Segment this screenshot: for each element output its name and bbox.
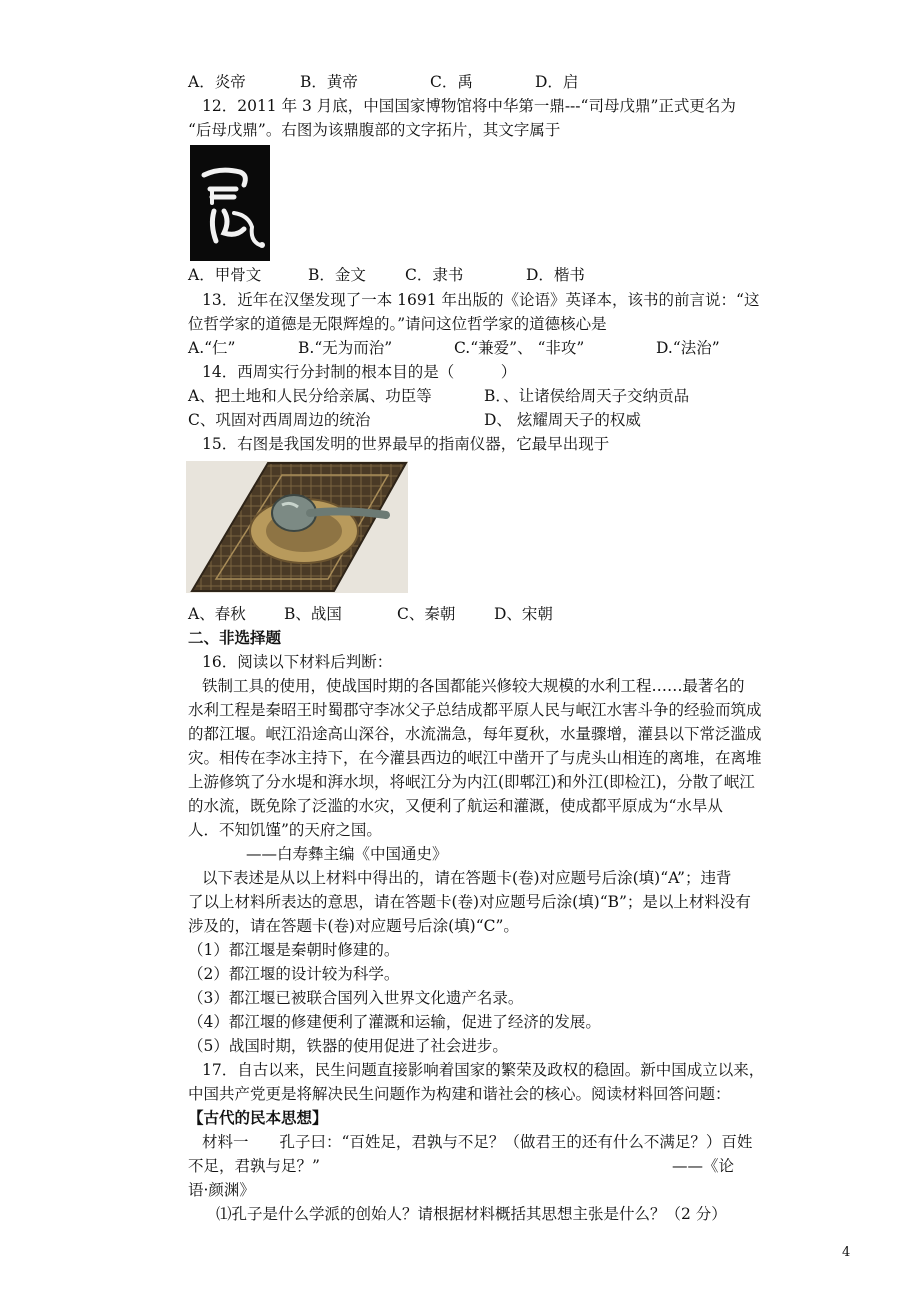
- q13-option-c: C.“兼爱”、 “非攻”: [454, 339, 585, 357]
- q17-subquestion-1: ⑴孔子是什么学派的创始人？请根据材料概括其思想主张是什么？（2 分）: [216, 1205, 727, 1223]
- q12-option-a: A．甲骨文: [188, 266, 262, 284]
- q11-option-a: A．炎帝: [188, 73, 246, 91]
- q16-material-line6: 的水流，既免除了泛滥的水灾，又便利了航运和灌溉，使成都平原成为“水旱从: [188, 797, 723, 815]
- q12-stem-line1: 12．2011 年 3 月底，中国国家博物馆将中华第一鼎---“司母戊鼎”正式更名为: [202, 97, 736, 115]
- q16-stem: 16．阅读以下材料后判断：: [202, 653, 393, 671]
- q16-material-line4: 灾。相传在李冰主持下，在今灌县西边的岷江中凿开了与虎头山相连的离堆，在离堆: [188, 749, 762, 767]
- sinan-compass-svg: [186, 461, 408, 593]
- q16-statement-5: （5）战国时期，铁器的使用促进了社会进步。: [188, 1037, 508, 1055]
- page-number: 4: [842, 1245, 851, 1260]
- q14-stem: 14．西周实行分封制的根本目的是（ ）: [202, 363, 517, 381]
- q15-option-b: B、战国: [284, 605, 342, 623]
- section-heading: 二、非选择题: [188, 628, 282, 647]
- q16-statement-2: （2）都江堰的设计较为科学。: [188, 965, 400, 983]
- q16-instruction-line1: 以下表述是从以上材料中得出的，请在答题卡(卷)对应题号后涂(填)“A”；违背: [202, 869, 732, 887]
- q16-instruction-line2: 了以上材料所表达的意思，请在答题卡(卷)对应题号后涂(填)“B”；是以上材料没有: [188, 893, 751, 911]
- q17-stem-line2: 中国共产党更是将解决民生问题作为构建和谐社会的核心。阅读材料回答问题：: [188, 1085, 731, 1103]
- q17-material1-source-a: ——《论: [672, 1157, 735, 1175]
- q11-option-c: C．禹: [430, 73, 473, 91]
- q14-option-b: B．、让诸侯给周天子交纳贡品: [484, 387, 690, 405]
- q15-option-d: D、宋朝: [494, 605, 553, 623]
- q17-material1-line1: 材料一 孔子曰：“百姓足，君孰与不足？（做君王的还有什么不满足？）百姓: [202, 1133, 753, 1151]
- inscription-rubbing-image: [190, 145, 270, 261]
- q13-option-a: A.“仁”: [188, 339, 236, 357]
- q17-stem-line1: 17．自古以来，民生问题直接影响着国家的繁荣及政权的稳固。新中国成立以来，: [202, 1061, 765, 1079]
- q15-stem: 15．右图是我国发明的世界最早的指南仪器，它最早出现于: [202, 435, 610, 453]
- q12-option-c: C．隶书: [405, 266, 464, 284]
- q14-option-c: C、巩固对西周周边的统治: [188, 411, 371, 429]
- q16-statement-1: （1）都江堰是秦朝时修建的。: [188, 941, 400, 959]
- q16-statement-4: （4）都江堰的修建便利了灌溉和运输，促进了经济的发展。: [188, 1013, 601, 1031]
- q14-option-a: A、把土地和人民分给亲属、功臣等: [188, 387, 432, 405]
- q17-material1-source-b: 语·颜渊》: [188, 1181, 255, 1199]
- q14-option-d: D、 炫耀周天子的权威: [484, 411, 641, 429]
- q12-option-b: B．金文: [308, 266, 366, 284]
- q16-material-line2: 水利工程是秦昭王时蜀郡守李冰父子总结成都平原人民与岷江水害斗争的经验而筑成: [188, 701, 762, 719]
- q16-instruction-line3: 涉及的，请在答题卡(卷)对应题号后涂(填)“C”。: [188, 917, 519, 935]
- q16-statement-3: （3）都江堰已被联合国列入世界文化遗产名录。: [188, 989, 524, 1007]
- q12-option-d: D．楷书: [526, 266, 585, 284]
- q16-material-line5: 上游修筑了分水堤和湃水坝，将岷江分为内江(即郫江)和外江(即检江)，分散了岷江: [188, 773, 755, 791]
- q13-option-b: B.“无为而治”: [298, 339, 393, 357]
- q17-material1-line2: 不足，君孰与足？”: [188, 1157, 320, 1175]
- q12-stem-line2: “后母戊鼎”。右图为该鼎腹部的文字拓片，其文字属于: [188, 121, 561, 139]
- q15-option-c: C、秦朝: [397, 605, 456, 623]
- q16-source: ——白寿彝主编《中国通史》: [246, 845, 448, 863]
- q16-material-line7: 人．不知饥馑”的天府之国。: [188, 821, 382, 839]
- q13-option-d: D.“法治”: [656, 339, 720, 357]
- q17-heading: 【古代的民本思想】: [188, 1108, 328, 1127]
- q16-material-line1: 铁制工具的使用，使战国时期的各国都能兴修较大规模的水利工程……最著名的: [202, 677, 745, 695]
- q11-option-d: D．启: [535, 73, 579, 91]
- inscription-rubbing-svg: [190, 145, 270, 261]
- q16-material-line3: 的都江堰。岷江沿途高山深谷，水流湍急，每年夏秋，水量骤增，灌县以下常泛滥成: [188, 725, 762, 743]
- q13-stem-line2: 位哲学家的道德是无限辉煌的。”请问这位哲学家的道德核心是: [188, 315, 607, 333]
- sinan-compass-image: [186, 461, 408, 593]
- q15-option-a: A、春秋: [188, 605, 246, 623]
- q13-stem-line1: 13．近年在汉堡发现了一本 1691 年出版的《论语》英译本，该书的前言说：“这: [202, 291, 760, 309]
- q11-option-b: B．黄帝: [300, 73, 358, 91]
